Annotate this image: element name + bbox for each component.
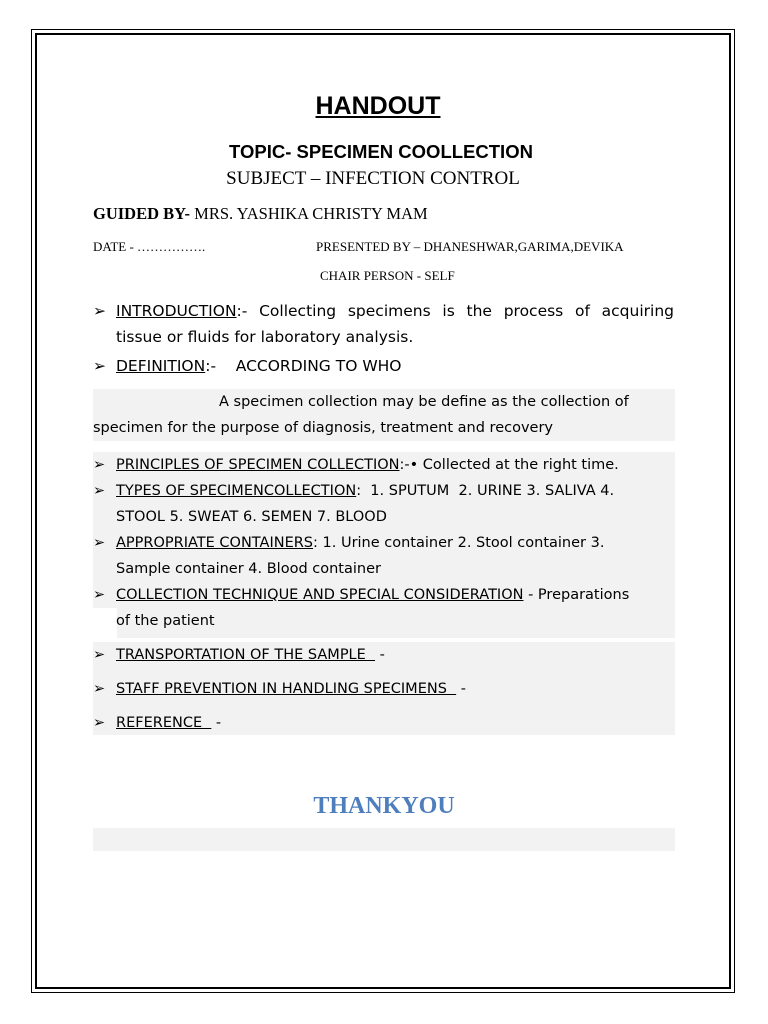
staff-label: STAFF PREVENTION IN HANDLING SPECIMENS (116, 681, 457, 697)
presented-by: PRESENTED BY – DHANESHWAR,GARIMA,DEVIKA (316, 239, 624, 254)
chair-person: CHAIR PERSON - SELF (320, 268, 455, 283)
principles-text: :-• Collected at the right time. (399, 457, 619, 473)
arrow-bullet-icon: ➢ (93, 681, 106, 697)
document-title: HANDOUT (315, 92, 441, 120)
definition-paragraph-text: A specimen collection may be define as the collection of specimen for the purpose of diagnosis, treatment and recovery (93, 394, 629, 436)
arrow-bullet-icon: ➢ (93, 302, 106, 320)
types-label: TYPES OF SPECIMENCOLLECTION (116, 483, 357, 499)
arrow-bullet-icon: ➢ (93, 587, 106, 603)
date-line: DATE - ……………. (93, 239, 206, 254)
containers-text: : 1. Urine container 2. Stool container 3. Sample container 4. Blood container (116, 535, 605, 577)
guided-name: MRS. YASHIKA CHRISTY MAM (190, 204, 428, 223)
containers-item (93, 530, 641, 582)
definition-text: :- ACCORDING TO WHO (205, 357, 402, 375)
definition-paragraph (93, 389, 665, 441)
intro-label: INTRODUCTION (116, 302, 237, 320)
arrow-bullet-icon: ➢ (93, 457, 106, 473)
topic-heading: TOPIC- SPECIMEN COOLLECTION (229, 141, 533, 162)
definition-item (93, 353, 674, 379)
definition-label: DEFINITION (116, 357, 206, 375)
arrow-bullet-icon: ➢ (93, 483, 106, 499)
arrow-bullet-icon: ➢ (93, 715, 106, 731)
guided-label: GUIDED BY- (93, 204, 191, 223)
principles-label: PRINCIPLES OF SPECIMEN COLLECTION (116, 457, 400, 473)
intro-item (93, 298, 674, 350)
types-item (93, 478, 656, 530)
transport-item (93, 642, 674, 668)
reference-label: REFERENCE (116, 715, 212, 731)
staff-item (93, 676, 674, 702)
containers-label: APPROPRIATE CONTAINERS (116, 535, 314, 551)
technique-item (93, 582, 636, 634)
reference-text: - (211, 715, 222, 731)
thank-you: THANKYOU (313, 793, 455, 819)
guided-by (93, 204, 428, 224)
transport-text: - (375, 647, 385, 663)
subject-heading: SUBJECT – INFECTION CONTROL (226, 168, 520, 189)
footer-shade (93, 828, 675, 851)
types-text: : 1. SPUTUM 2. URINE 3. SALIVA 4. STOOL 5. SWEAT 6. SEMEN 7. BLOOD (116, 483, 619, 525)
technique-label: COLLECTION TECHNIQUE AND SPECIAL CONSIDERATION (116, 587, 524, 603)
technique-text: - Preparations of the patient (116, 587, 630, 629)
arrow-bullet-icon: ➢ (93, 357, 106, 375)
principles-item (93, 452, 674, 478)
intro-text: :- Collecting specimens is the process of acquiring tissue or fluids for laboratory analysis. (116, 302, 674, 346)
arrow-bullet-icon: ➢ (93, 647, 106, 663)
arrow-bullet-icon: ➢ (93, 535, 106, 551)
transport-label: TRANSPORTATION OF THE SAMPLE (116, 647, 376, 663)
reference-item (93, 710, 674, 736)
staff-text: - (456, 681, 466, 697)
